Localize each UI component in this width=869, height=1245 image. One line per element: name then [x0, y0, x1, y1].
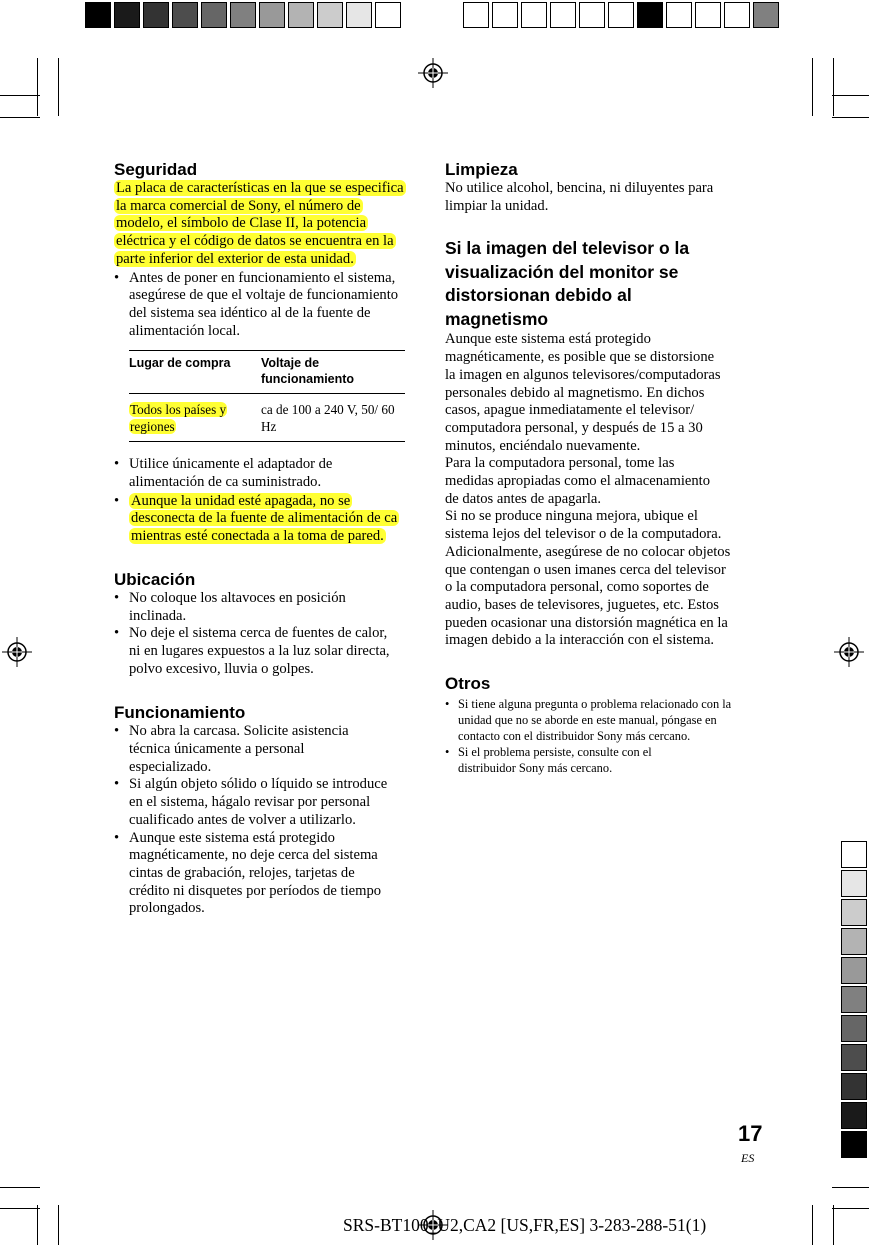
- section-ubicacion: [114, 570, 410, 679]
- heading-seguridad: Seguridad: [114, 160, 198, 179]
- list-item: • No deje el sistema cerca de fuentes de calor, ni en lugares expuestos a la luz solar directa, polvo excesivo, lluvia o golpes.: [114, 625, 410, 678]
- list-item: • No abra la carcasa. Solicite asistencia técnica únicamente a personal especializado.: [114, 723, 410, 776]
- section-limpieza: [445, 160, 737, 215]
- color-bar-top-right: [463, 2, 783, 30]
- magnetismo-p1: Aunque este sistema está protegido magnéticamente, es posible que se distorsione la imagen en algunos televisores/computadoras personales debido al magnetismo. En dichos casos, apague inmediatamente el televisor/ computadora personal, y después de 15 a 30 minutos, enciéndalo nuevamente.: [445, 331, 721, 454]
- table-row: [129, 394, 405, 442]
- section-seguridad: [114, 160, 410, 546]
- heading-limpieza: Limpieza: [445, 160, 518, 179]
- list-item: • Si algún objeto sólido o líquido se introduce en el sistema, hágalo revisar por personal cualificado antes de volver a utilizarlo.: [114, 776, 410, 829]
- list-item: • Si el problema persiste, consulte con el distribuidor Sony más cercano.: [445, 744, 737, 776]
- voltage-table: [129, 350, 405, 442]
- rating-plate-highlight: La placa de características en la que se especifica la marca comercial de Sony, el número de modelo, el símbolo de Clase II, la potencia eléctrica y el código de datos se encuentra en la parte inferior del exterior de esta unidad.: [116, 180, 404, 267]
- list-item: • Antes de poner en funcionamiento el sistema, asegúrese de que el voltaje de funcionamiento del sistema sea idéntico al de la fuente de alimentación local.: [114, 270, 410, 341]
- list-item: • Si tiene alguna pregunta o problema relacionado con la unidad que no se aborde en este manual, póngase en contacto con el distribuidor Sony más cercano.: [445, 696, 737, 744]
- magnetismo-p4: Adicionalmente, asegúrese de no colocar objetos que contengan o usen imanes cerca del televisor o la computadora personal, como soportes de audio, bases de televisores, juguetes, etc. Estos pueden ocasionar una distorsión magnética en la imagen debido a la interacción con el sistema.: [445, 543, 731, 649]
- heading-magnetismo: Si la imagen del televisor o la visualización del monitor se distorsionan debido al magnetismo: [445, 238, 690, 329]
- table-header-voltage: Voltaje de funcionamiento: [261, 356, 355, 387]
- heading-funcionamiento: Funcionamiento: [114, 703, 246, 723]
- list-item: • Aunque la unidad esté apagada, no se desconecta de la fuente de alimentación de ca mientras esté conectada a la toma de pared.: [114, 493, 410, 546]
- footer-code: SRS-BT100_U2,CA2 [US,FR,ES] 3-283-288-51(1): [343, 1215, 707, 1235]
- magnetismo-p3: Si no se produce ninguna mejora, ubique el sistema lejos del televisor o de la computadora.: [445, 508, 722, 543]
- color-bar-top-left: [85, 2, 405, 30]
- table-cell-place: Todos los países y regiones: [130, 402, 227, 435]
- left-column: [114, 160, 410, 918]
- registration-mark-icon: [418, 58, 448, 88]
- heading-ubicacion: Ubicación: [114, 569, 196, 589]
- page-number: 17: [738, 1121, 763, 1146]
- rating-plate-note: [114, 180, 404, 269]
- list-item: • No coloque los altavoces en posición inclinada.: [114, 590, 410, 625]
- section-magnetismo: [445, 237, 737, 650]
- registration-mark-icon: [834, 637, 864, 667]
- limpieza-text: No utilice alcohol, bencina, ni diluyentes para limpiar la unidad.: [445, 180, 714, 214]
- registration-mark-icon: [2, 637, 32, 667]
- table-cell-voltage: ca de 100 a 240 V, 50/ 60 Hz: [261, 402, 395, 435]
- magnetismo-p2: Para la computadora personal, tome las medidas apropiadas como el almacenamiento de datos antes de apagarla.: [445, 455, 711, 507]
- heading-otros: Otros: [445, 674, 491, 694]
- list-item: • Utilice únicamente el adaptador de alimentación de ca suministrado.: [114, 456, 410, 491]
- section-funcionamiento: [114, 703, 410, 918]
- section-otros: [445, 674, 737, 776]
- page-lang: ES: [741, 1151, 755, 1165]
- list-item: • Aunque este sistema está protegido magnéticamente, no deje cerca del sistema cintas de grabación, relojes, tarjetas de crédito ni disquetes por períodos de tiempo prolongados.: [114, 830, 410, 919]
- right-column: [445, 160, 737, 776]
- table-header-place: Lugar de compra: [129, 356, 231, 371]
